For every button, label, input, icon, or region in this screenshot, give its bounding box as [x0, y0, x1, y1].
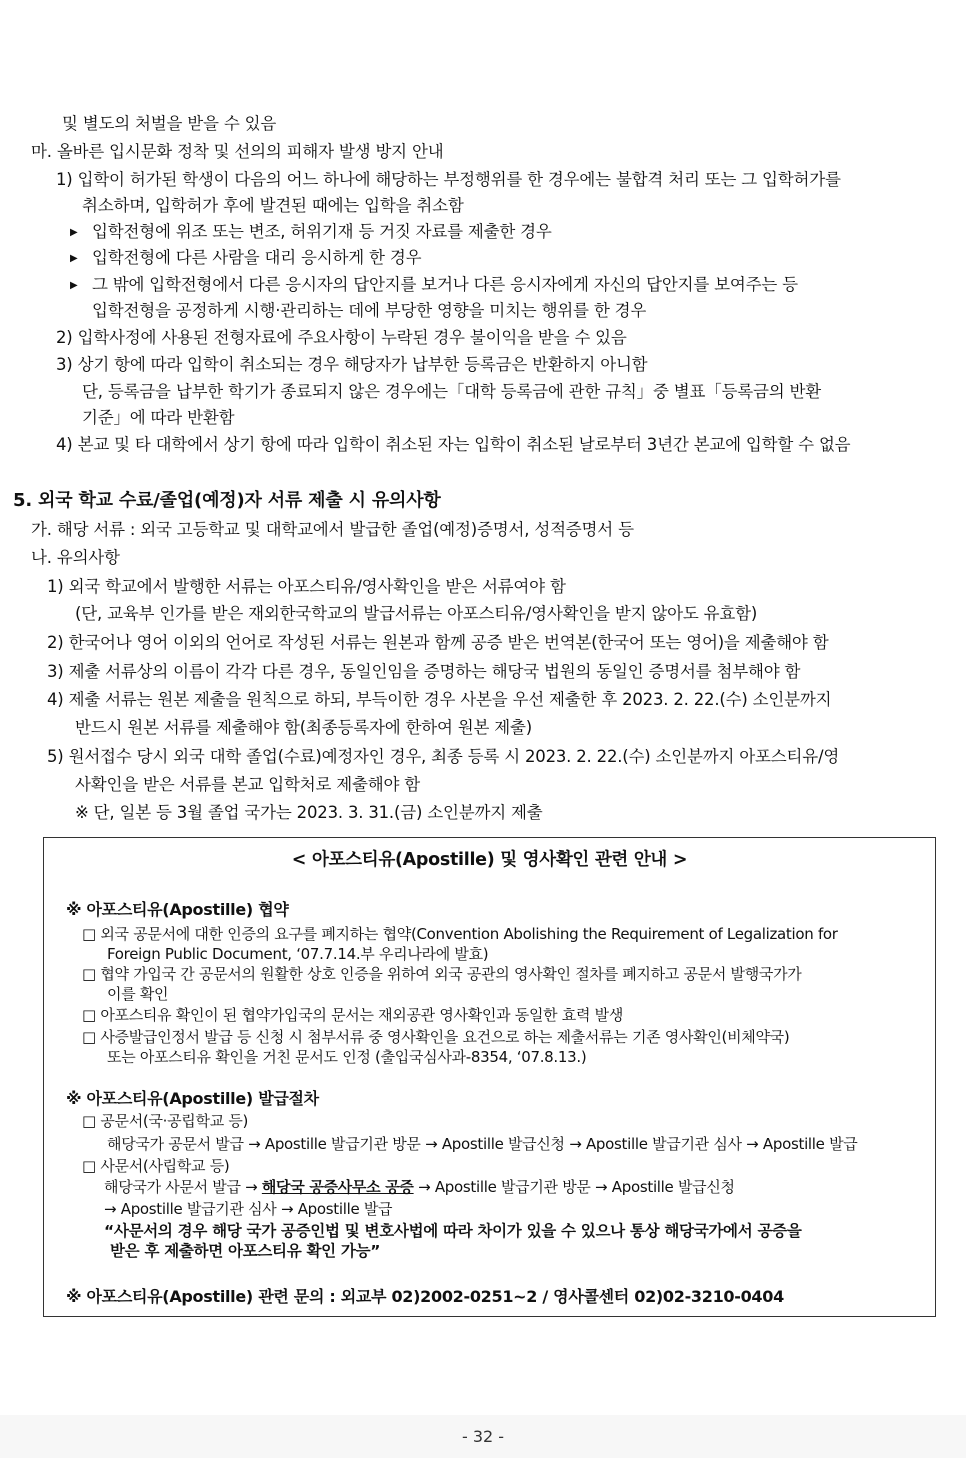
flow-underlined: 해당국 공증사무소 공증: [261, 1178, 414, 1196]
bullet-item: 입학전형에 다른 사람을 대리 응시하게 한 경우: [92, 248, 422, 267]
list-item: 4) 제출 서류는 원본 제출을 원칙으로 하되, 부득이한 경우 사본을 우선 제출한 후 2023. 2. 22.(수) 소인분까지: [47, 690, 832, 709]
box-item: □ 협약 가입국 간 공문서의 원활한 상호 인증을 위하여 외국 공관의 영사확인 절차를 폐지하고 공문서 발행국가가: [82, 965, 802, 983]
list-item-cont: 기준」에 따라 반환함: [82, 408, 235, 427]
page-number: - 32 -: [461, 1427, 505, 1446]
list-item: 1) 외국 학교에서 발행한 서류는 아포스티유/영사확인을 받은 서류여야 함: [47, 577, 566, 596]
box-item: □ 사문서(사립학교 등): [82, 1157, 230, 1175]
box-section-heading: ※ 아포스티유(Apostille) 협약: [66, 900, 289, 919]
box-item-cont: Foreign Public Document, ‘07.7.14.부 우리나라에 발효): [107, 945, 489, 963]
section-heading: 5. 외국 학교 수료/졸업(예정)자 서류 제출 시 유의사항: [13, 490, 441, 511]
list-item: 3) 제출 서류상의 이름이 각각 다른 경우, 동일인임을 증명하는 해당국 법원의 동일인 증명서를 첨부해야 함: [47, 662, 801, 681]
box-item: □ 사증발급인정서 발급 등 신청 시 첨부서류 중 영사확인을 요건으로 하는 제출서류는 기존 영사확인(비체약국): [82, 1028, 790, 1046]
box-flow: 해당국가 공문서 발급 → Apostille 발급기관 방문 → Apostille 발급신청 → Apostille 발급기관 심사 → Apostille 발급: [107, 1135, 858, 1153]
list-item: 3) 상기 항에 따라 입학이 취소되는 경우 해당자가 납부한 등록금은 반환하지 아니함: [56, 355, 648, 374]
box-item: □ 외국 공문서에 대한 인증의 요구를 폐지하는 협약(Convention Abolishing the Requirement of Legalization for: [82, 925, 838, 943]
box-contact: ※ 아포스티유(Apostille) 관련 문의 : 외교부 02)2002-0251~2 / 영사콜센터 02)02-3210-0404: [66, 1287, 784, 1306]
text-line: 및 별도의 처벌을 받을 수 있음: [62, 114, 277, 133]
subsection-heading: 가. 해당 서류 : 외국 고등학교 및 대학교에서 발급한 졸업(예정)증명서, 성적증명서 등: [31, 520, 634, 539]
list-item: 5) 원서접수 당시 외국 대학 졸업(수료)예정자인 경우, 최종 등록 시 2023. 2. 22.(수) 소인분까지 아포스티유/영: [47, 747, 840, 766]
box-quote: “사문서의 경우 해당 국가 공증인법 및 변호사법에 따라 차이가 있을 수 있으나 통상 해당국가에서 공증을: [104, 1222, 802, 1240]
bullet-item: 입학전형에 위조 또는 변조, 허위기재 등 거짓 자료를 제출한 경우: [92, 222, 552, 241]
box-title: < 아포스티유(Apostille) 및 영사확인 관련 안내 >: [291, 850, 688, 870]
note: ※ 단, 일본 등 3월 졸업 국가는 2023. 3. 31.(금) 소인분까지 제출: [75, 803, 543, 822]
box-flow-cont: → Apostille 발급기관 심사 → Apostille 발급: [104, 1200, 393, 1218]
list-item-cont: 취소하며, 입학허가 후에 발견된 때에는 입학을 취소함: [82, 196, 464, 215]
flow-text: 해당국가 사문서 발급 →: [104, 1178, 262, 1196]
apostille-info-box: [43, 837, 936, 1317]
list-item-cont: (단, 교육부 인가를 받은 재외한국학교의 발급서류는 아포스티유/영사확인을 받지 않아도 유효함): [75, 604, 758, 623]
triangle-bullet-icon: ▶: [70, 253, 78, 264]
triangle-bullet-icon: ▶: [70, 280, 78, 291]
subsection-heading: 마. 올바른 입시문화 정착 및 선의의 피해자 발생 방지 안내: [31, 142, 444, 161]
box-item: □ 공문서(국·공립학교 등): [82, 1112, 249, 1130]
bullet-item-cont: 입학전형을 공정하게 시행·관리하는 데에 부당한 영향을 미치는 행위를 한 경우: [92, 301, 647, 320]
triangle-bullet-icon: ▶: [70, 227, 78, 238]
box-quote-cont: 받은 후 제출하면 아포스티유 확인 가능”: [110, 1242, 381, 1260]
page-footer: [0, 1415, 966, 1458]
box-item-cont: 이를 확인: [107, 985, 169, 1003]
box-section-heading: ※ 아포스티유(Apostille) 발급절차: [66, 1089, 319, 1108]
box-item: □ 아포스티유 확인이 된 협약가입국의 문서는 재외공관 영사확인과 동일한 효력 발생: [82, 1006, 624, 1024]
list-item: 1) 입학이 허가된 학생이 다음의 어느 하나에 해당하는 부정행위를 한 경우에는 불합격 처리 또는 그 입학허가를: [56, 170, 841, 189]
list-item: 2) 한국어나 영어 이외의 언어로 작성된 서류는 원본과 함께 공증 받은 번역본(한국어 또는 영어)을 제출해야 함: [47, 633, 829, 652]
box-flow: [104, 1177, 735, 1197]
flow-text: → Apostille 발급기관 방문 → Apostille 발급신청: [413, 1178, 735, 1196]
box-item-cont: 또는 아포스티유 확인을 거친 문서도 인정 (출입국심사과-8354, ‘07.8.13.): [107, 1048, 587, 1066]
bullet-item: 그 밖에 입학전형에서 다른 응시자의 답안지를 보거나 다른 응시자에게 자신의 답안지를 보여주는 등: [92, 275, 798, 294]
list-item-cont: 단, 등록금을 납부한 학기가 종료되지 않은 경우에는「대학 등록금에 관한 규칙」중 별표「등록금의 반환: [82, 382, 821, 401]
subsection-heading: 나. 유의사항: [31, 548, 120, 567]
list-item: 4) 본교 및 타 대학에서 상기 항에 따라 입학이 취소된 자는 입학이 취소된 날로부터 3년간 본교에 입학할 수 없음: [56, 435, 851, 454]
list-item: 2) 입학사정에 사용된 전형자료에 주요사항이 누락된 경우 불이익을 받을 수 있음: [56, 328, 627, 347]
list-item-cont: 사확인을 받은 서류를 본교 입학처로 제출해야 함: [75, 775, 421, 794]
list-item-cont: 반드시 원본 서류를 제출해야 함(최종등록자에 한하여 원본 제출): [75, 718, 533, 737]
